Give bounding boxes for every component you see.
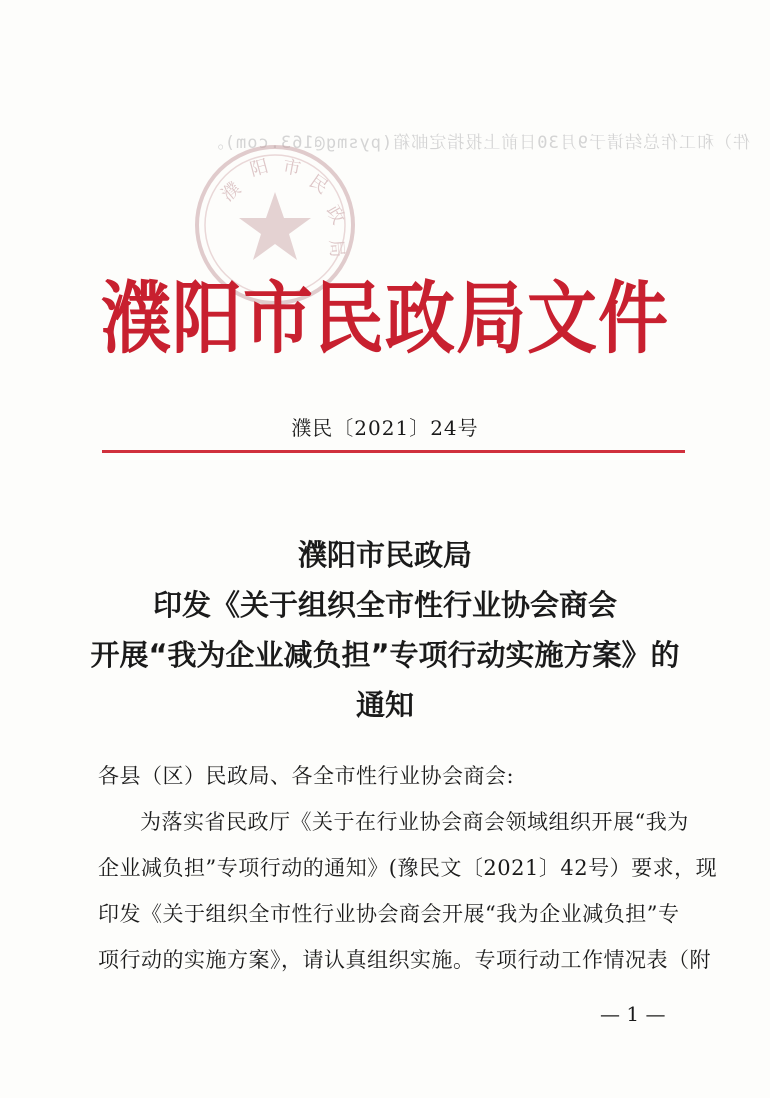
- title-line-4: 通知: [355, 688, 414, 722]
- paragraph-line-1: 为落实省民政厅《关于在行业协会商会领域组织开展“我为: [140, 810, 689, 834]
- svg-text:局: 局: [325, 238, 348, 259]
- title-line-3: 开展“我为企业减负担”专项行动实施方案》的: [90, 638, 680, 672]
- title-line-2: 印发《关于组织全市性行业协会商会: [152, 588, 617, 622]
- paragraph-line-3: 印发《关于组织全市性行业协会商会开展“我为企业减负担”专: [98, 902, 680, 926]
- svg-text:阳: 阳: [247, 155, 271, 181]
- paragraph-line-4: 项行动的实施方案》，请认真组织实施。专项行动工作情况表（附: [98, 948, 711, 972]
- page-number: — 1 —: [600, 1002, 666, 1026]
- svg-text:民: 民: [305, 170, 332, 199]
- paragraph-line-2: 企业减负担”专项行动的通知》(豫民文〔2021〕42号）要求，现: [98, 856, 718, 880]
- document-number: 濮民〔2021〕24号: [291, 416, 479, 440]
- document-masthead: 濮阳市民政局文件: [101, 272, 669, 365]
- salutation: 各县（区）民政局、各全市性行业协会商会:: [98, 764, 515, 788]
- red-divider: [102, 450, 685, 453]
- title-line-1: 濮阳市民政局: [297, 538, 472, 572]
- svg-text:市: 市: [281, 156, 303, 181]
- svg-text:濮: 濮: [217, 178, 246, 206]
- svg-text:政: 政: [321, 202, 349, 229]
- bleed-through-text: 件）和工作总结请于9月30日前上报指定邮箱(pysmg@163.com)。: [205, 133, 750, 153]
